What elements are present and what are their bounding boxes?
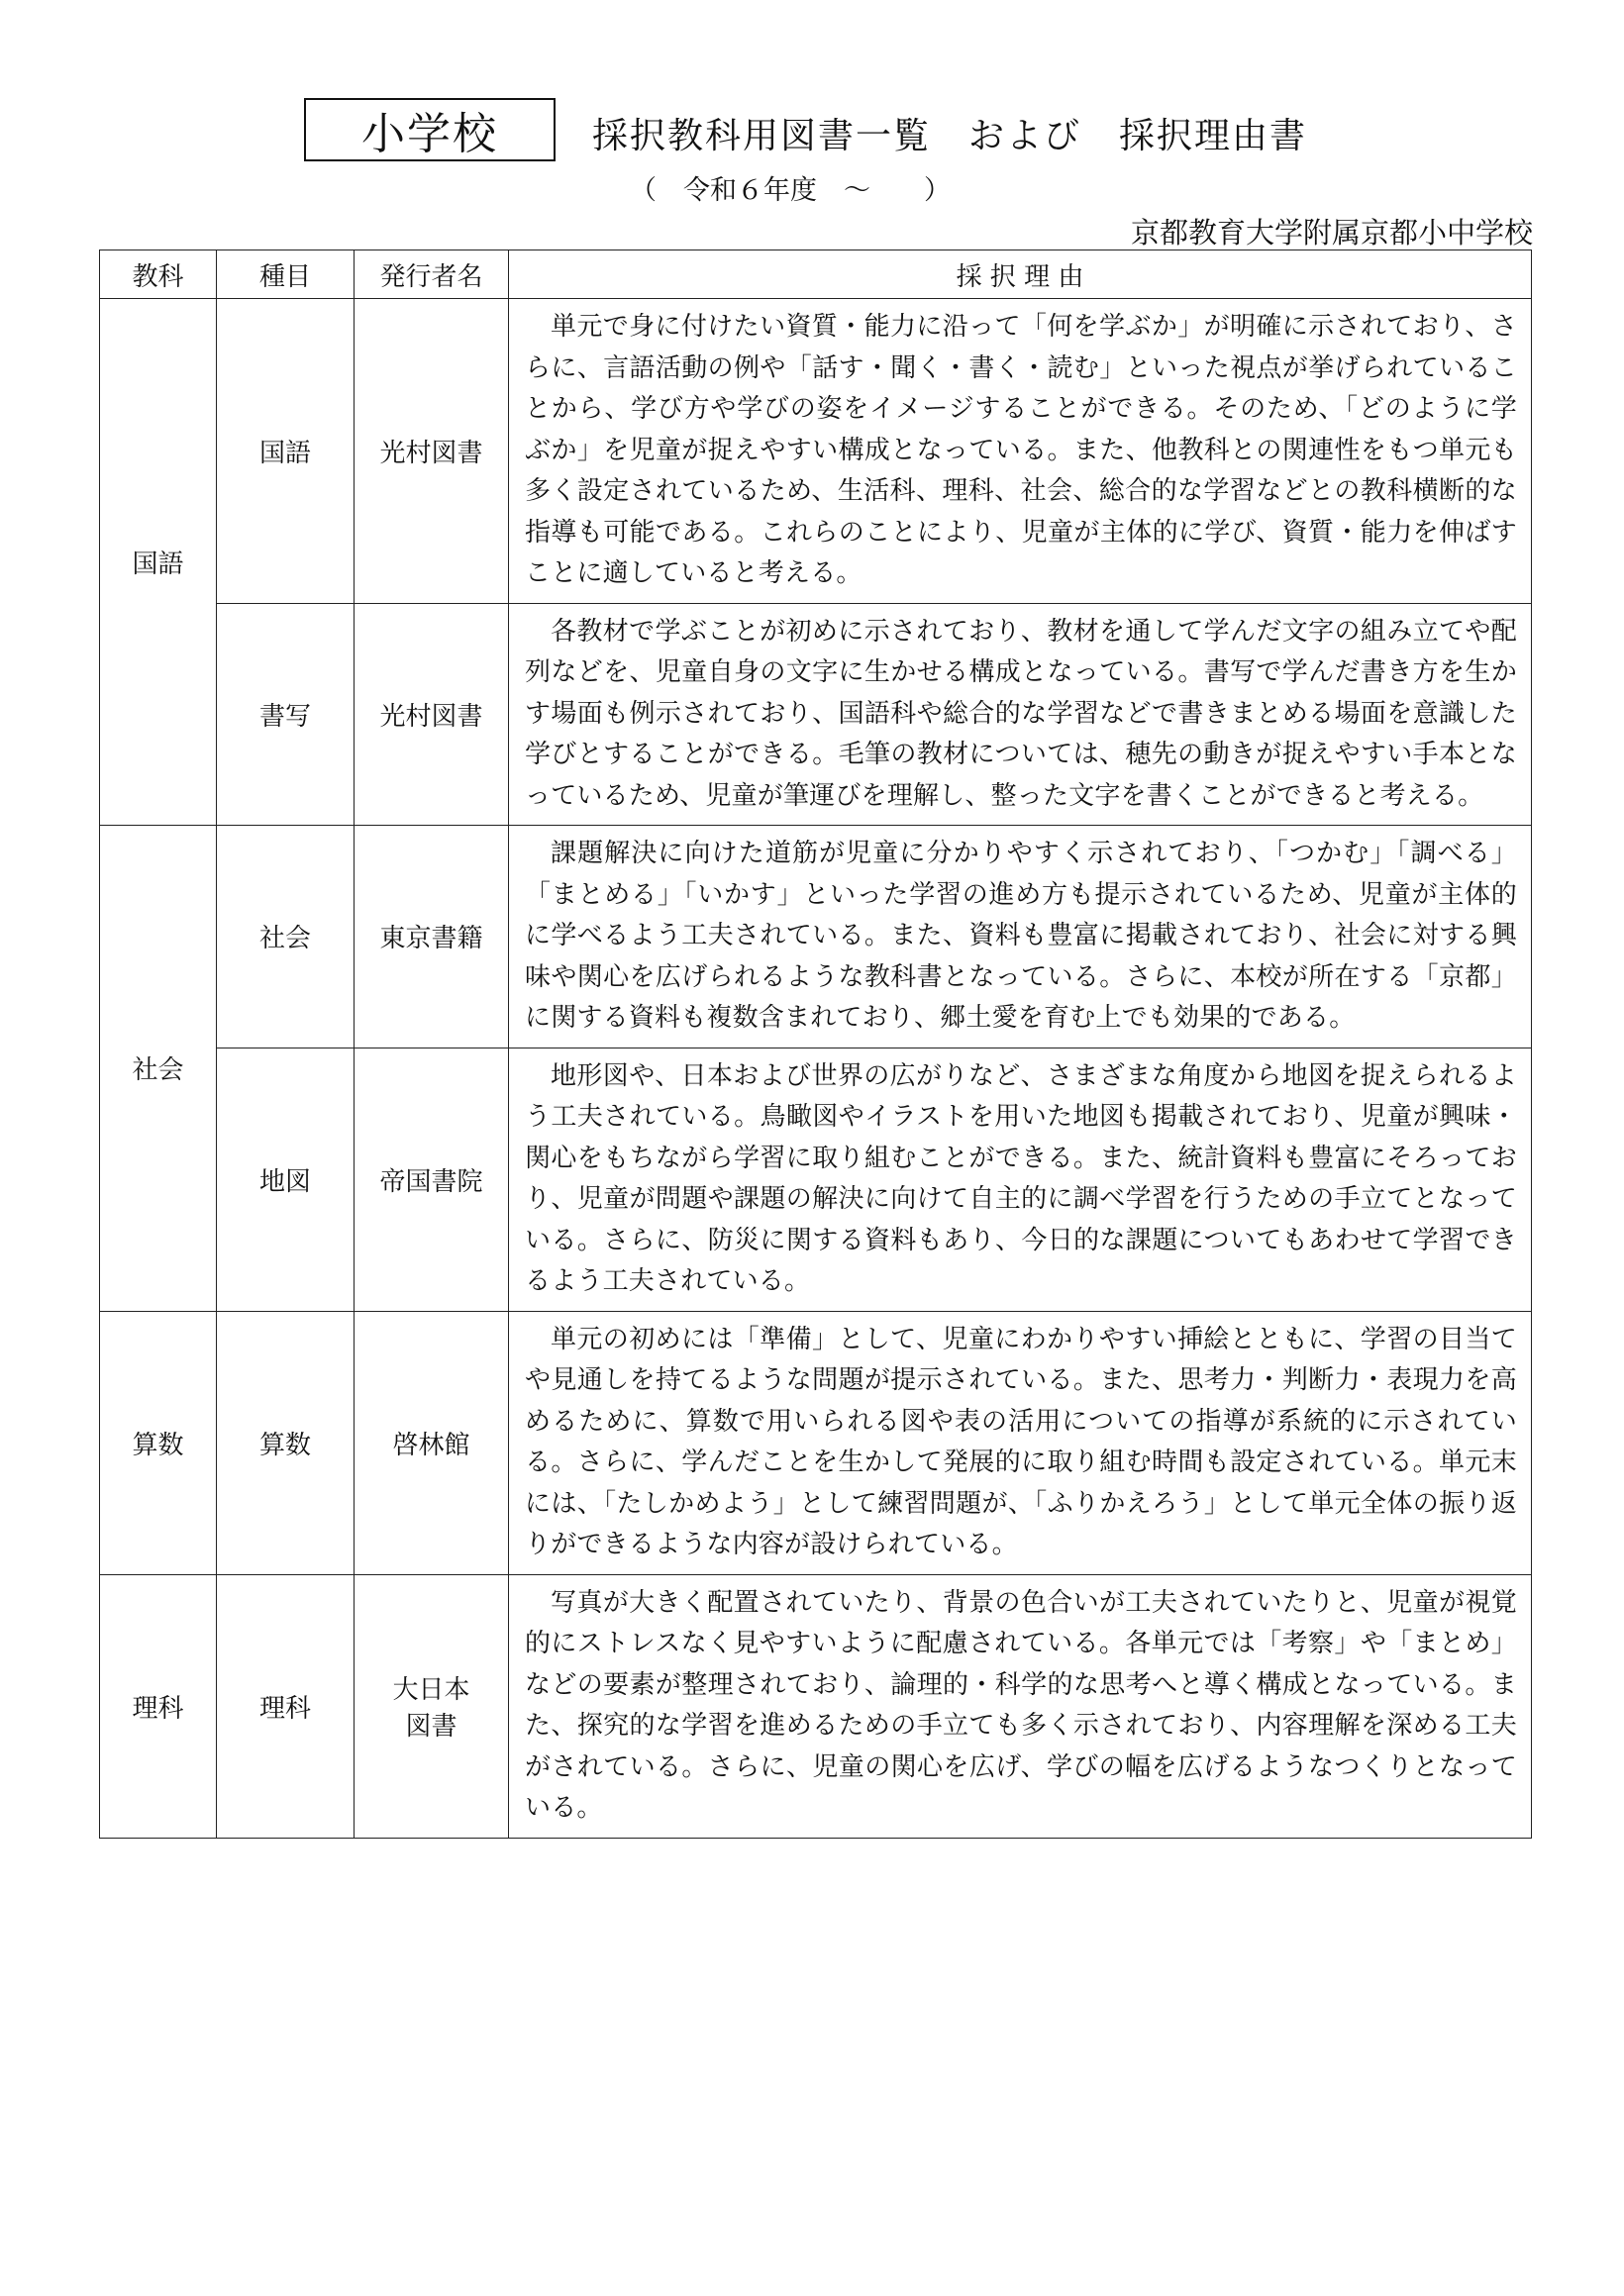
subject-cell: 社会 [100,826,217,1312]
reason-text: 単元で身に付けたい資質・能力に沿って「何を学ぶか」が明確に示されており、さらに、言語活動の例や「話す・聞く・書く・読む」といった視点が挙げられていることから、学び方や学びの姿をイメージすることができる。そのため、「どのように学ぶか」を児童が捉えやすい構成となっている。また、他教科との関連性をもつ単元も多く設定されているため、生活科、理科、社会、総合的な学習などとの教科横断的な指導も可能である。これらのことにより、児童が主体的に学び、資質・能力を伸ばすことに適していると考える。 [525,312,1517,588]
textbook-table [99,250,1532,1839]
table-row [100,603,1532,826]
publisher-line: 図書 [405,1712,457,1742]
reason-cell [509,1311,1532,1574]
reason-text: 写真が大きく配置されていたり、背景の色合いが工夫されていたりと、児童が視覚的にストレスなく見やすいように配慮されている。各単元では「考察」や「まとめ」などの要素が整理されており、論理的・科学的な思考へと導く構成となっている。また、探究的な学習を進めるための手立ても多く示されており、内容理解を深める工夫がされている。さらに、児童の関心を広げ、学びの幅を広げるようなつくりとなっている。 [525,1587,1517,1823]
type-cell: 国語 [217,299,355,604]
type-cell: 書写 [217,603,355,826]
reason-cell [509,603,1532,826]
publisher-cell: 帝国書院 [355,1048,509,1311]
publisher-cell: 東京書籍 [355,826,509,1048]
reason-text: 単元の初めには「準備」として、児童にわかりやすい挿絵とともに、学習の目当てや見通しを持てるような問題が提示されている。また、思考力・判断力・表現力を高めるために、算数で用いられる図や表の活用についての指導が系統的に示されている。さらに、学んだことを生かして発展的に取り組む時間も設定されている。単元末には、「たしかめよう」として練習問題が、「ふりかえろう」として単元全体の振り返りができるような内容が設けられている。 [525,1324,1517,1559]
table-row [100,1311,1532,1574]
type-cell: 理科 [217,1574,355,1838]
school-type-box [304,98,556,161]
school-name: 京都教育大学附属京都小中学校 [1130,216,1533,250]
table-row [100,826,1532,1048]
column-header-publisher: 発行者名 [355,250,509,299]
reason-cell [509,299,1532,604]
subject-cell: 理科 [100,1574,217,1838]
table-row [100,1048,1532,1311]
type-cell: 算数 [217,1311,355,1574]
reason-text: 課題解決に向けた道筋が児童に分かりやすく示されており、「つかむ」「調べる」「まとめる」「いかす」といった学習の進め方も提示されているため、児童が主体的に学べるよう工夫されている。また、資料も豊富に掲載されており、社会に対する興味や関心を広げられるような教科書となっている。さらに、本校が所在する「京都」に関する資料も複数含まれており、郷土愛を育む上でも効果的である。 [525,839,1517,1033]
table-row [100,299,1532,604]
reason-cell [509,1048,1532,1311]
column-header-type: 種目 [217,250,355,299]
fiscal-year: （ 令和６年度 ～ ） [630,175,951,206]
publisher-cell [355,1574,509,1838]
column-header-reason: 採 択 理 由 [509,250,1532,299]
subject-cell: 算数 [100,1311,217,1574]
reason-cell [509,1574,1532,1838]
school-type-label: 小学校 [361,109,498,159]
publisher-line: 大日本 [392,1675,470,1705]
type-cell: 地図 [217,1048,355,1311]
reason-text: 各教材で学ぶことが初めに示されており、教材を通して学んだ文字の組み立てや配列などを、児童自身の文字に生かせる構成となっている。書写で学んだ書き方を生かす場面も例示されており、国語科や総合的な学習などで書きまとめる場面を意識した学びとすることができる。毛筆の教材については、穂先の動きが捉えやすい手本となっているため、児童が筆運びを理解し、整った文字を書くことができると考える。 [525,616,1517,811]
table-row [100,1574,1532,1838]
publisher-cell: 光村図書 [355,603,509,826]
document-title: 採択教科用図書一覧 および 採択理由書 [592,116,1308,156]
publisher-cell: 啓林館 [355,1311,509,1574]
column-header-subject: 教科 [100,250,217,299]
type-cell: 社会 [217,826,355,1048]
reason-cell [509,826,1532,1048]
table-header-row [100,250,1532,299]
subject-cell: 国語 [100,299,217,826]
publisher-cell: 光村図書 [355,299,509,604]
reason-text: 地形図や、日本および世界の広がりなど、さまざまな角度から地図を捉えられるよう工夫されている。鳥瞰図やイラストを用いた地図も掲載されており、児童が興味・関心をもちながら学習に取り組むことができる。また、統計資料も豊富にそろっており、児童が問題や課題の解決に向けて自主的に調べ学習を行うための手立てとなっている。さらに、防災に関する資料もあり、今日的な課題についてもあわせて学習できるよう工夫されている。 [525,1060,1517,1296]
